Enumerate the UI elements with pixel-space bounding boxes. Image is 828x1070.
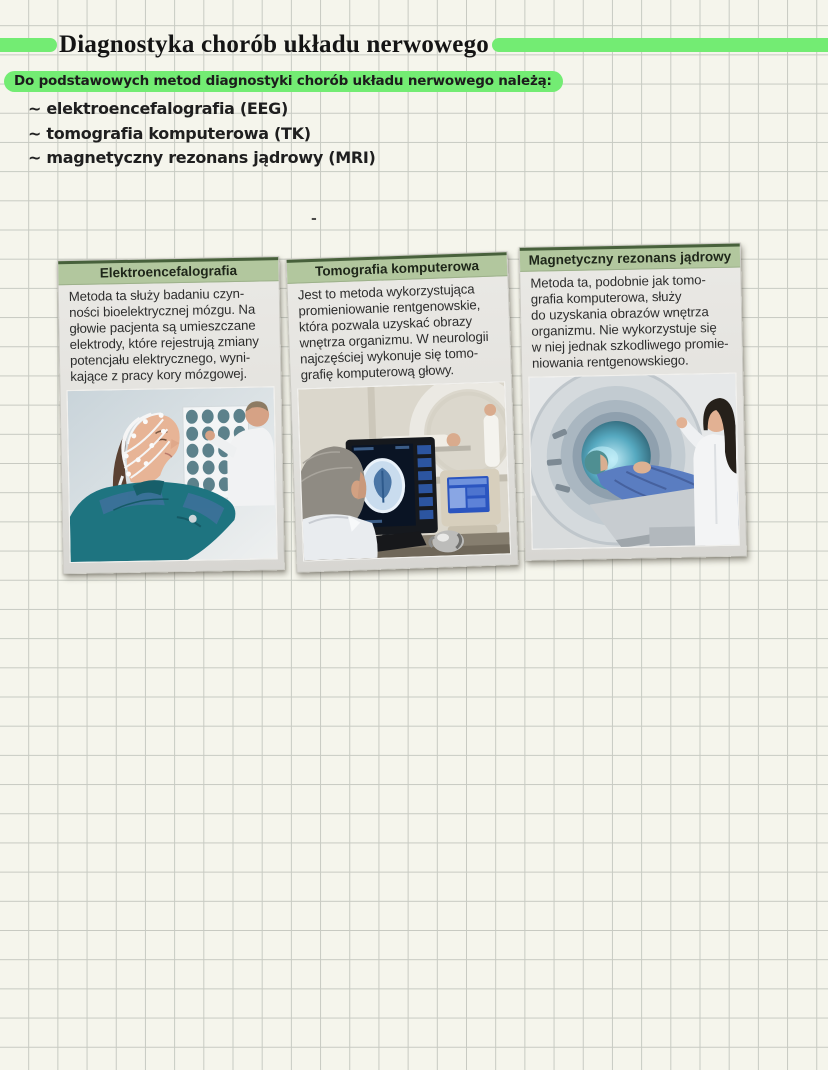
highlighter-stroke-left	[0, 38, 57, 52]
panel-ct-title: Tomografia komputerowa	[287, 252, 508, 284]
bullet-item-eeg: ~ elektroencefalografia (EEG)	[28, 99, 289, 118]
panel-eeg-text: Metoda ta służy badaniu czyn- ności bioelektrycznej mózgu. Na głowie pacjenta są umieszczane elektrody, które rejestrują zmiany potencjału elektrycznego, wyni- kające z pracy kory mózgowej.	[68, 285, 259, 385]
panel-eeg-title: Elektroencefalografia	[58, 257, 278, 285]
panel-eeg	[57, 256, 285, 574]
mri-scanner-photo	[528, 373, 739, 550]
intro-highlighted-text: Do podstawowych metod diagnostyki chorób układu nerwowego należą:	[4, 71, 563, 92]
stray-pen-mark: -	[311, 211, 317, 227]
title-row	[0, 27, 828, 63]
page-title: Diagnostyka chorób układu nerwowego	[59, 31, 489, 58]
textbook-scan	[57, 245, 742, 576]
panel-mri	[519, 242, 747, 560]
eeg-examination-photo	[67, 386, 278, 563]
panel-ct-text: Jest to metoda wykorzystująca promieniowanie rentgenowskie, która pozwala uzyskać obrazy wnętrza organizmu. W neurologii najczęściej wykonuje się tomo- grafię komputerową głowy.	[297, 281, 489, 383]
bullet-item-tk: ~ tomografia komputerowa (TK)	[28, 123, 311, 143]
panel-mri-text: Metoda ta, podobnie jak tomo- grafia komputerowa, służy do uzyskania obrazów wnętrza organizmu. Nie wykorzystuje się w niej jednak szkodliwego promie- niowania rentgenowskiego.	[530, 272, 729, 371]
panel-ct	[286, 251, 519, 573]
ct-radiologist-photo	[297, 381, 511, 561]
highlighter-stroke-right	[492, 38, 828, 52]
bullet-item-mri: ~ magnetyczny rezonans jądrowy (MRI)	[28, 148, 376, 167]
panel-mri-title: Magnetyczny rezonans jądrowy	[520, 244, 740, 272]
bullet-list	[28, 98, 376, 172]
